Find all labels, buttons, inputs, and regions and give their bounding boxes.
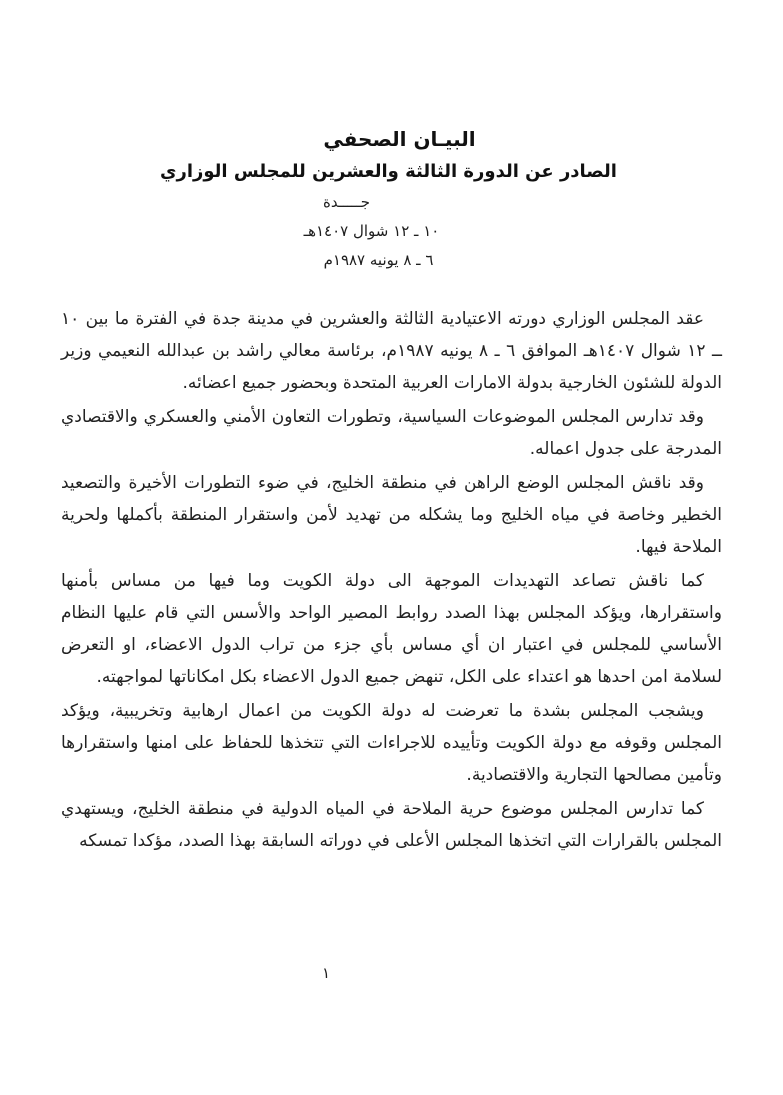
page-number: ١: [322, 964, 331, 982]
body-paragraph-3: وقد ناقش المجلس الوضع الراهن في منطقة الخليج، في ضوء التطورات الأخيرة والتصعيد الخطير وخاصة في مياه الخليج وما يشكله من تهديد لأمن واستقرار المنطقة بأكملها ولحرية الملاحة فيها.: [61, 473, 722, 557]
body-paragraph-5: ويشجب المجلس بشدة ما تعرضت له دولة الكويت من اعمال ارهابية وتخريبية، ويؤكد المجلس وقوفه مع دولة الكويت وتأييده للاجراءات التي تتخذها للحفاظ على امنها واستقرارها وتأمين مصالحها التجارية والاقتصادية.: [61, 701, 722, 785]
body-paragraph-4: كما ناقش تصاعد التهديدات الموجهة الى دولة الكويت وما فيها من مساس بأمنها واستقرارها، ويؤكد المجلس بهذا الصدد روابط المصير الواحد والأسس التي قام عليها النظام الأساسي للمجلس في اعتبار ان أي مساس بأي جزء من تراب الدول الاعضاء، او التعرض لسلامة امن احدها هو اعتداء على الكل، تنهض جميع الدول الاعضاء بكل امكاناتها لمواجهته.: [61, 571, 722, 687]
body-text: [61, 303, 722, 859]
body-paragraph-1: عقد المجلس الوزاري دورته الاعتيادية الثالثة والعشرين في مدينة جدة في الفترة ما بين ١٠ ــ ١٢ شوال ١٤٠٧هـ الموافق ٦ ـ ٨ يونيه ١٩٨٧م، برئاسة معالي راشد بن عبدالله النعيمي وزير الدولة للشئون الخارجية بدولة الامارات العربية المتحدة وبحضور جميع اعضائه.: [61, 309, 722, 393]
session-subtitle: الصادر عن الدورة الثالثة والعشرين للمجلس الوزاري: [160, 161, 617, 182]
hijri-date-line: ١٠ ـ ١٢ شوال ١٤٠٧هـ: [303, 222, 440, 240]
body-paragraph-6: كما تدارس المجلس موضوع حرية الملاحة في المياه الدولية في منطقة الخليج، ويستهدي المجلس بالقرارات التي اتخذها المجلس الأعلى في دوراته السابقة بهذا الصدد، مؤكدا تمسكه: [61, 799, 722, 851]
gregorian-date-line: ٦ ـ ٨ يونيه ١٩٨٧م: [323, 251, 434, 269]
location-line: جـــــدة: [323, 193, 370, 211]
body-paragraph-2: وقد تدارس المجلس الموضوعات السياسية، وتطورات التعاون الأمني والعسكري والاقتصادي المدرجة على جدول اعماله.: [61, 407, 722, 459]
press-statement-title: البيـان الصحفي: [323, 127, 476, 151]
